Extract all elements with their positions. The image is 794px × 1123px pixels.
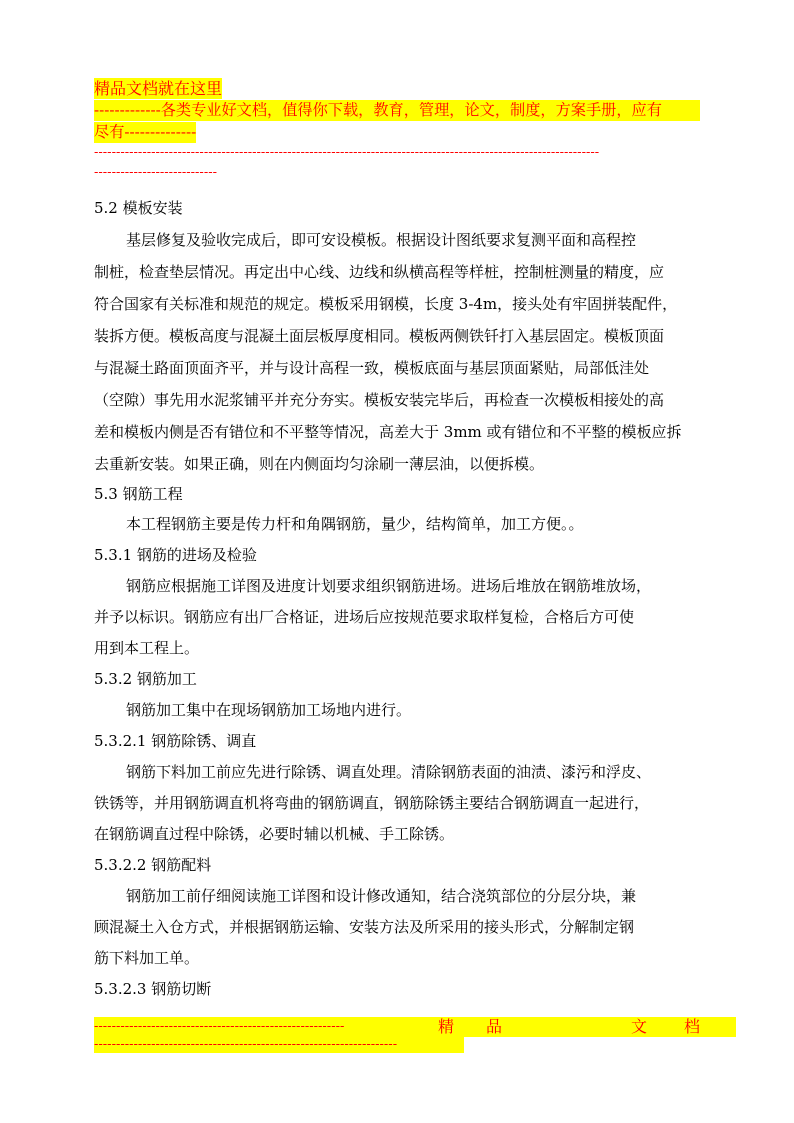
paragraph-line: 钢筋加工集中在现场钢筋加工场地内进行。 bbox=[126, 701, 412, 719]
paragraph-line: 在钢筋调直过程中除锈，必要时辅以机械、手工除锈。 bbox=[94, 825, 455, 843]
paragraph-line: 并予以标识。钢筋应有出厂合格证，进场后应按规范要求取样复检，合格后方可使 bbox=[94, 608, 635, 626]
section-heading-5-3-2: 5.3.2 钢筋加工 bbox=[94, 670, 197, 688]
footer-word-wen: 文 bbox=[631, 1017, 648, 1036]
header-banner-line1: -------------各类专业好文档，值得你下载，教育，管理，论文，制度，方案手册，应有 bbox=[94, 100, 700, 121]
section-heading-5-2: 5.2 模板安装 bbox=[94, 199, 183, 217]
header-title: 精品文档就在这里 bbox=[94, 79, 223, 98]
paragraph-line: （空隙）事先用水泥浆铺平并充分夯实。模板安装完毕后，再检查一次模板相接处的高 bbox=[94, 391, 665, 409]
paragraph-line: 顾混凝土入仓方式，并根据钢筋运输、安装方法及所采用的接头形式，分解制定钢 bbox=[94, 918, 635, 936]
section-heading-5-3: 5.3 钢筋工程 bbox=[94, 485, 183, 503]
paragraph-line: 基层修复及验收完成后，即可安设模板。根据设计图纸要求复测平面和高程控 bbox=[126, 231, 637, 249]
header-banner-line2: 尽有-------------- bbox=[94, 123, 197, 141]
paragraph-line: 装拆方便。模板高度与混凝土面层板厚度相同。模板两侧铁钎打入基层固定。模板顶面 bbox=[94, 327, 665, 345]
header-separator-2: ---------------------------- bbox=[94, 165, 217, 180]
paragraph-line: 钢筋下料加工前应先进行除锈、调直处理。清除钢筋表面的油渍、漆污和浮皮、 bbox=[126, 763, 652, 781]
footer-word-dang: 档 bbox=[684, 1017, 701, 1036]
section-heading-5-3-1: 5.3.1 钢筋的进场及检验 bbox=[94, 546, 257, 564]
paragraph-line: 符合国家有关标准和规范的规定。模板采用钢模，长度 3-4m，接头处有牢固拼装配件， bbox=[94, 295, 678, 313]
paragraph-line: 筋下料加工单。 bbox=[94, 949, 200, 967]
paragraph-line: 与混凝土路面顶面齐平，并与设计高程一致，模板底面与基层顶面紧贴，局部低洼处 bbox=[94, 359, 650, 377]
section-heading-5-3-2-3: 5.3.2.3 钢筋切断 bbox=[94, 980, 212, 998]
paragraph-line: 去重新安装。如果正确，则在内侧面均匀涂刷一薄层油，以便拆模。 bbox=[94, 455, 545, 473]
paragraph-line: 钢筋应根据施工详图及进度计划要求组织钢筋进场。进场后堆放在钢筋堆放场， bbox=[126, 577, 652, 595]
paragraph-line: 钢筋加工前仔细阅读施工详图和设计修改通知，结合浇筑部位的分层分块，兼 bbox=[126, 887, 637, 905]
section-heading-5-3-2-2: 5.3.2.2 钢筋配料 bbox=[94, 856, 212, 874]
footer-word-jing: 精 bbox=[438, 1017, 455, 1036]
footer-dash-line2: --------------------------------------------------------------------- bbox=[94, 1037, 398, 1052]
paragraph-line: 本工程钢筋主要是传力杆和角隅钢筋，量少，结构简单，加工方便。。 bbox=[126, 515, 584, 533]
footer-dash-left: --------------------------------------------------------- bbox=[94, 1019, 345, 1034]
section-heading-5-3-2-1: 5.3.2.1 钢筋除锈、调直 bbox=[94, 732, 257, 750]
paragraph-line: 铁锈等，并用钢筋调直机将弯曲的钢筋调直，钢筋除锈主要结合钢筋调直一起进行， bbox=[94, 794, 650, 812]
footer-word-pin: 品 bbox=[486, 1017, 503, 1036]
paragraph-line: 用到本工程上。 bbox=[94, 639, 200, 657]
paragraph-line: 制桩，检查垫层情况。再定出中心线、边线和纵横高程等样桩，控制桩测量的精度，应 bbox=[94, 263, 665, 281]
header-separator-1: ------------------------------------------------------------------------------------------------------------------- bbox=[94, 145, 600, 160]
paragraph-line: 差和模板内侧是否有错位和不平整等情况，高差大于 3mm 或有错位和不平整的模板应拆 bbox=[94, 423, 682, 441]
